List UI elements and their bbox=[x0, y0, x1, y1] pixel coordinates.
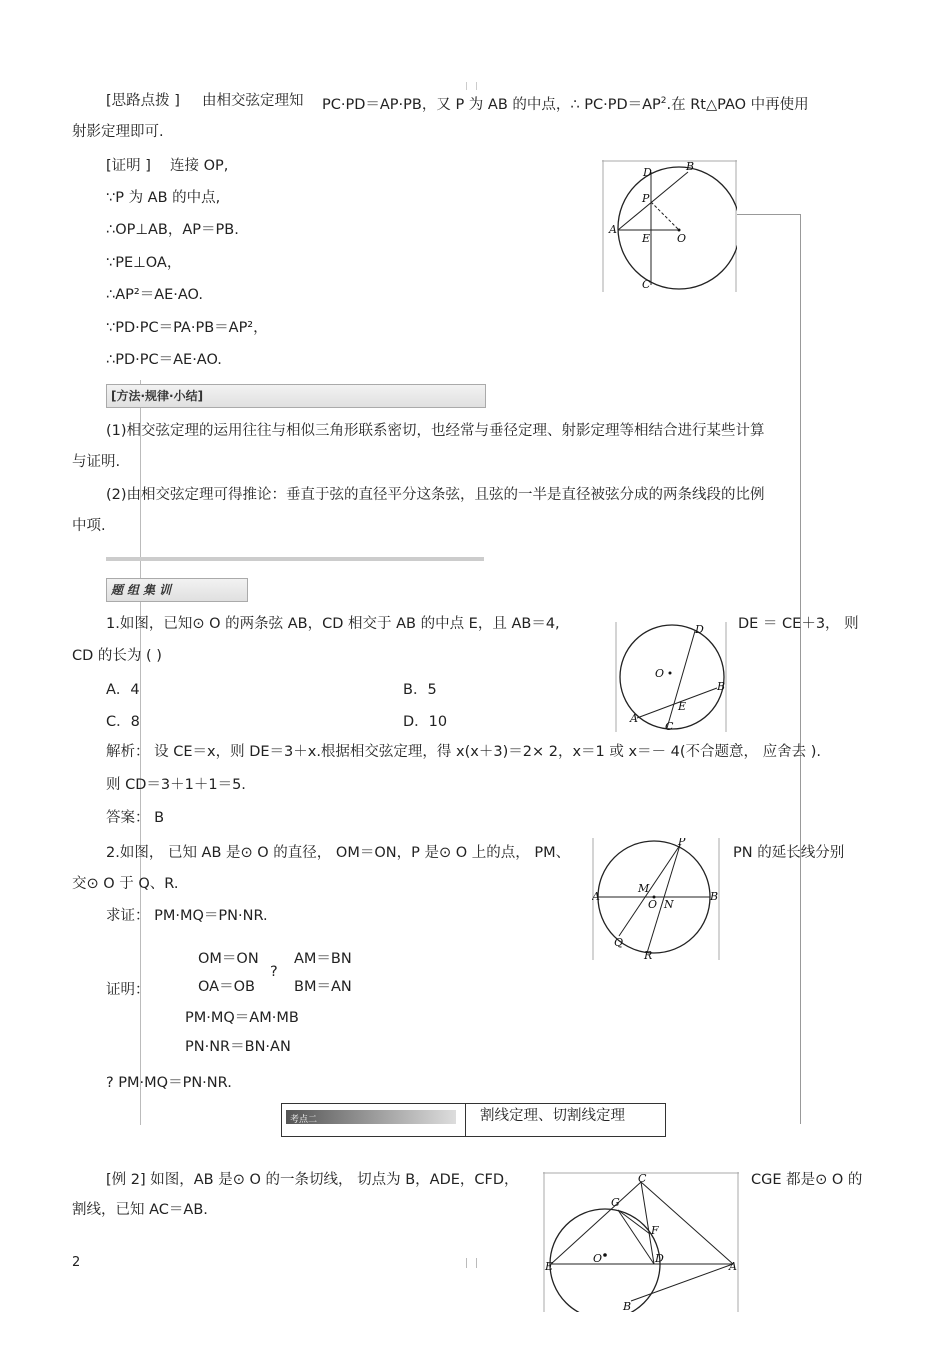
q2-proof-line: OM＝ON bbox=[198, 951, 259, 967]
example2-text: [例 2] 如图，AB 是⊙ O 的一条切线， 切点为 B，ADE，CFD， bbox=[106, 1172, 519, 1188]
svg-text:O: O bbox=[655, 667, 665, 680]
svg-text:O: O bbox=[648, 898, 658, 911]
proof-line: ∵P 为 AB 的中点, bbox=[106, 190, 221, 206]
method-p2-cont: 中项. bbox=[72, 518, 106, 534]
svg-text:P: P bbox=[678, 838, 686, 848]
q2-proof-line: BM＝AN bbox=[294, 979, 352, 995]
svg-text:A: A bbox=[630, 712, 638, 725]
option-a: A．4 bbox=[106, 682, 140, 698]
circle-figure-example2 bbox=[543, 1172, 739, 1312]
svg-text:B: B bbox=[623, 1300, 632, 1312]
proof-line: 连接 OP, bbox=[170, 158, 229, 174]
example2-text-right: CGE 都是⊙ O 的 bbox=[751, 1172, 863, 1188]
svg-text:D: D bbox=[643, 166, 652, 179]
layout-rule bbox=[800, 214, 801, 1124]
svg-text:A: A bbox=[592, 890, 600, 903]
svg-text:O: O bbox=[593, 1252, 603, 1265]
option-b: B．5 bbox=[403, 682, 437, 698]
option-c: C．8 bbox=[106, 714, 140, 730]
q2-text: 2.如图， 已知 AB 是⊙ O 的直径， OM＝ON，P 是⊙ O 上的点， PM、 bbox=[106, 845, 571, 861]
svg-text:E: E bbox=[545, 1260, 554, 1273]
hint-text-b: PC·PD＝AP·PB，又 P 为 AB 的中点，∴ $PC\cdot PD=AP^2$.在 Rt△PAO 中再使用 bbox=[322, 96, 809, 113]
q1-solution-cont: 则 CD＝3＋1＋1＝5. bbox=[106, 777, 246, 793]
circle-figure-q2 bbox=[592, 838, 720, 960]
option-d: D．10 bbox=[403, 714, 448, 730]
svg-text:C: C bbox=[638, 1172, 647, 1185]
svg-text:F: F bbox=[651, 1224, 659, 1237]
crop-mark bbox=[466, 1258, 467, 1268]
circle-figure-pao bbox=[602, 160, 737, 292]
hint-text-line2: 射影定理即可. bbox=[72, 124, 164, 140]
q1-answer: 答案： B bbox=[106, 810, 165, 826]
proof-label: [证明 ] bbox=[106, 158, 151, 174]
svg-text:N: N bbox=[664, 898, 674, 911]
proof-line: ∵PD·PC＝PA·PB＝AP²， bbox=[106, 320, 268, 336]
svg-text:B: B bbox=[717, 680, 726, 693]
hint-text-a: 由相交弦定理知 bbox=[202, 93, 304, 109]
q2-conclusion: ? PM·MQ＝PN·NR. bbox=[106, 1075, 232, 1091]
svg-text:R: R bbox=[644, 949, 653, 960]
q2-text-right: PN 的延长线分别 bbox=[733, 845, 845, 861]
method-p2: (2)由相交弦定理可得推论：垂直于弦的直径平分这条弦，且弦的一半是直径被弦分成的两条线段的比例 bbox=[106, 487, 765, 503]
q2-prove: 求证： PM·MQ＝PN·NR. bbox=[106, 908, 268, 924]
svg-text:D: D bbox=[655, 1252, 664, 1265]
svg-text:C: C bbox=[665, 720, 674, 732]
method-p1: (1)相交弦定理的运用往往与相似三角形联系密切，也经常与垂径定理、射影定理等相结合进行某些计算 bbox=[106, 423, 765, 439]
svg-text:Q: Q bbox=[614, 936, 624, 949]
q2-proof-line: OA＝OB bbox=[198, 979, 255, 995]
q2-proof-label: 证明： bbox=[106, 982, 150, 998]
q1-text-cont: CD 的长为 ( ) bbox=[72, 648, 162, 664]
page-number: 2 bbox=[72, 1255, 81, 1270]
svg-text:P: P bbox=[642, 192, 650, 205]
crop-mark bbox=[476, 1258, 477, 1268]
q1-text-right: DE ＝ CE＋3， 则 bbox=[738, 616, 859, 632]
circle-figure-q1 bbox=[615, 622, 727, 732]
q2-proof-line: AM＝BN bbox=[294, 951, 352, 967]
practice-header: 题组集训 bbox=[106, 578, 248, 602]
q2-proof-line: PM·MQ＝AM·MB bbox=[185, 1010, 299, 1026]
svg-text:D: D bbox=[695, 623, 704, 636]
topic-tag: 考点二 bbox=[290, 1115, 318, 1125]
proof-line: ∴PD·PC＝AE·AO. bbox=[106, 352, 222, 368]
topic-tag-bar bbox=[286, 1110, 456, 1124]
proof-line: ∴OP⊥AB，AP＝PB. bbox=[106, 222, 239, 238]
q2-text-cont: 交⊙ O 于 Q、R. bbox=[72, 876, 179, 892]
crop-mark bbox=[466, 82, 467, 90]
topic-divider bbox=[465, 1103, 466, 1136]
q2-proof-line: PN·NR＝BN·AN bbox=[185, 1039, 291, 1055]
method-footer-bar bbox=[106, 557, 484, 561]
hint-label: [思路点拨 ] bbox=[106, 93, 180, 109]
q1-text: 1.如图，已知⊙ O 的两条弦 AB，CD 相交于 AB 的中点 E，且 AB＝4, bbox=[106, 616, 560, 632]
svg-text:E: E bbox=[678, 700, 687, 713]
svg-text:M: M bbox=[638, 882, 650, 895]
topic-box bbox=[281, 1103, 666, 1137]
topic-title: 割线定理、切割线定理 bbox=[480, 1108, 625, 1124]
method-p1-cont: 与证明. bbox=[72, 454, 121, 470]
proof-line: ∴AP²＝AE·AO. bbox=[106, 287, 203, 303]
q1-solution: 解析： 设 CE＝x，则 DE＝3＋x.根据相交弦定理，得 x(x＋3)＝2× 2，x＝1 或 x＝－ 4(不合题意， 应舍去 ). bbox=[106, 744, 822, 760]
svg-text:C: C bbox=[642, 278, 651, 291]
svg-text:B: B bbox=[686, 160, 695, 173]
layout-rule bbox=[737, 214, 801, 215]
example2-text-cont: 割线，已知 AC＝AB. bbox=[72, 1202, 208, 1218]
svg-text:A: A bbox=[609, 223, 617, 236]
svg-text:G: G bbox=[611, 1196, 620, 1209]
method-header: [方法·规律·小结] bbox=[106, 384, 486, 408]
svg-text:A: A bbox=[729, 1260, 737, 1273]
proof-line: ∵PE⊥OA， bbox=[106, 255, 182, 271]
implies-mark: ? bbox=[270, 964, 278, 980]
svg-text:B: B bbox=[710, 890, 719, 903]
svg-text:O: O bbox=[677, 232, 687, 245]
crop-mark bbox=[476, 82, 477, 90]
svg-text:E: E bbox=[642, 232, 651, 245]
